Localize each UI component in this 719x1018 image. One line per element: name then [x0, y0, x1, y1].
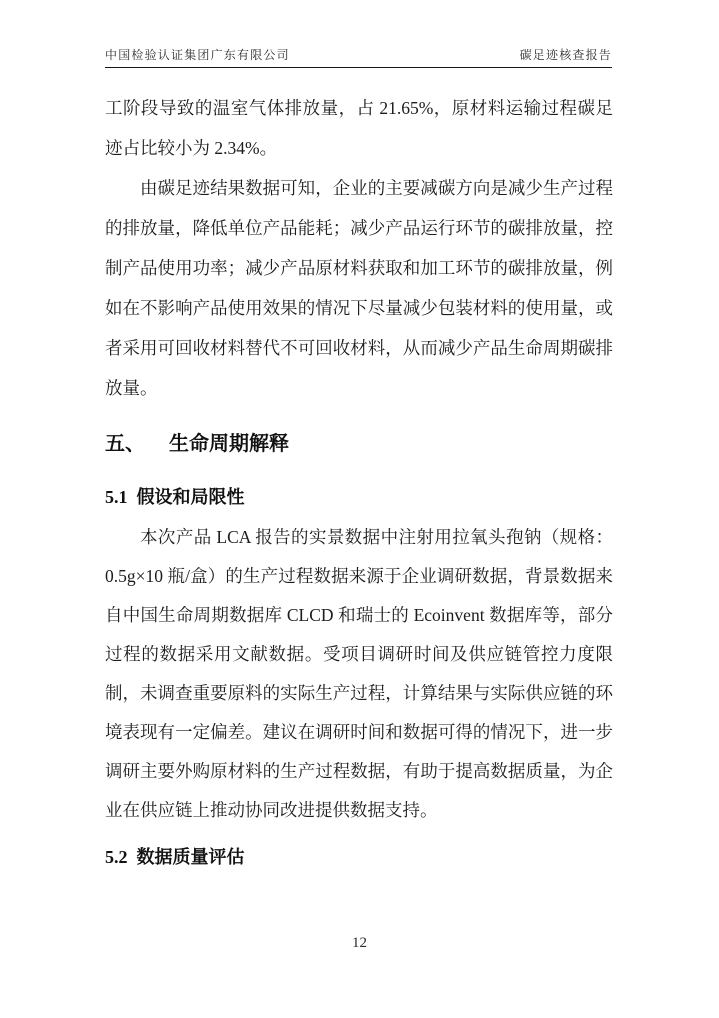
- section-5-1-number: 5.1: [105, 487, 128, 507]
- paragraph-assumptions: 本次产品 LCA 报告的实景数据中注射用拉氧头孢钠（规格：0.5g×10 瓶/盒）的生产过程数据来源于企业调研数据，背景数据来自中国生命周期数据库 CLCD 和瑞士的 Ecoinvent 数据库等，部分过程的数据采用文献数据。受项目调研时间及供应链管控力度限制，未调查重要原料的实际生产过程，计算结果与实际供应链的环境表现有一定偏差。建议在调研时间和数据可得的情况下，进一步调研主要外购原材料的生产过程数据，有助于提高数据质量，为企业在供应链上推动协同改进提供数据支持。: [105, 527, 613, 820]
- paragraph-carryover: 工阶段导致的温室气体排放量，占 21.65%，原材料运输过程碳足迹占比较小为 2.34%。: [105, 98, 613, 158]
- document-body: [105, 88, 613, 870]
- page-header: [105, 46, 612, 63]
- section-5-1-heading: [105, 484, 613, 510]
- section-5-2-number: 5.2: [105, 847, 128, 867]
- section-5-2-title: 数据质量评估: [136, 847, 245, 867]
- page-number: 12: [352, 935, 367, 951]
- section-5-heading: [105, 430, 613, 458]
- page-footer: [0, 935, 719, 952]
- section-5-title: 生命周期解释: [169, 433, 289, 455]
- header-divider: [105, 67, 612, 68]
- section-5-number: 五、: [105, 433, 145, 455]
- section-5-1-title: 假设和局限性: [136, 487, 245, 507]
- section-5-2-heading: [105, 844, 613, 870]
- header-report-title: 碳足迹核查报告: [519, 48, 612, 62]
- paragraph-carbon-reduction: 由碳足迹结果数据可知，企业的主要减碳方向是减少生产过程的排放量，降低单位产品能耗；减少产品运行环节的碳排放量，控制产品使用功率；减少产品原材料获取和加工环节的碳排放量，例如在不影响产品使用效果的情况下尽量减少包装材料的使用量，或者采用可回收材料替代不可回收材料，从而减少产品生命周期碳排放量。: [105, 178, 613, 398]
- header-company: 中国检验认证集团广东有限公司: [105, 48, 290, 62]
